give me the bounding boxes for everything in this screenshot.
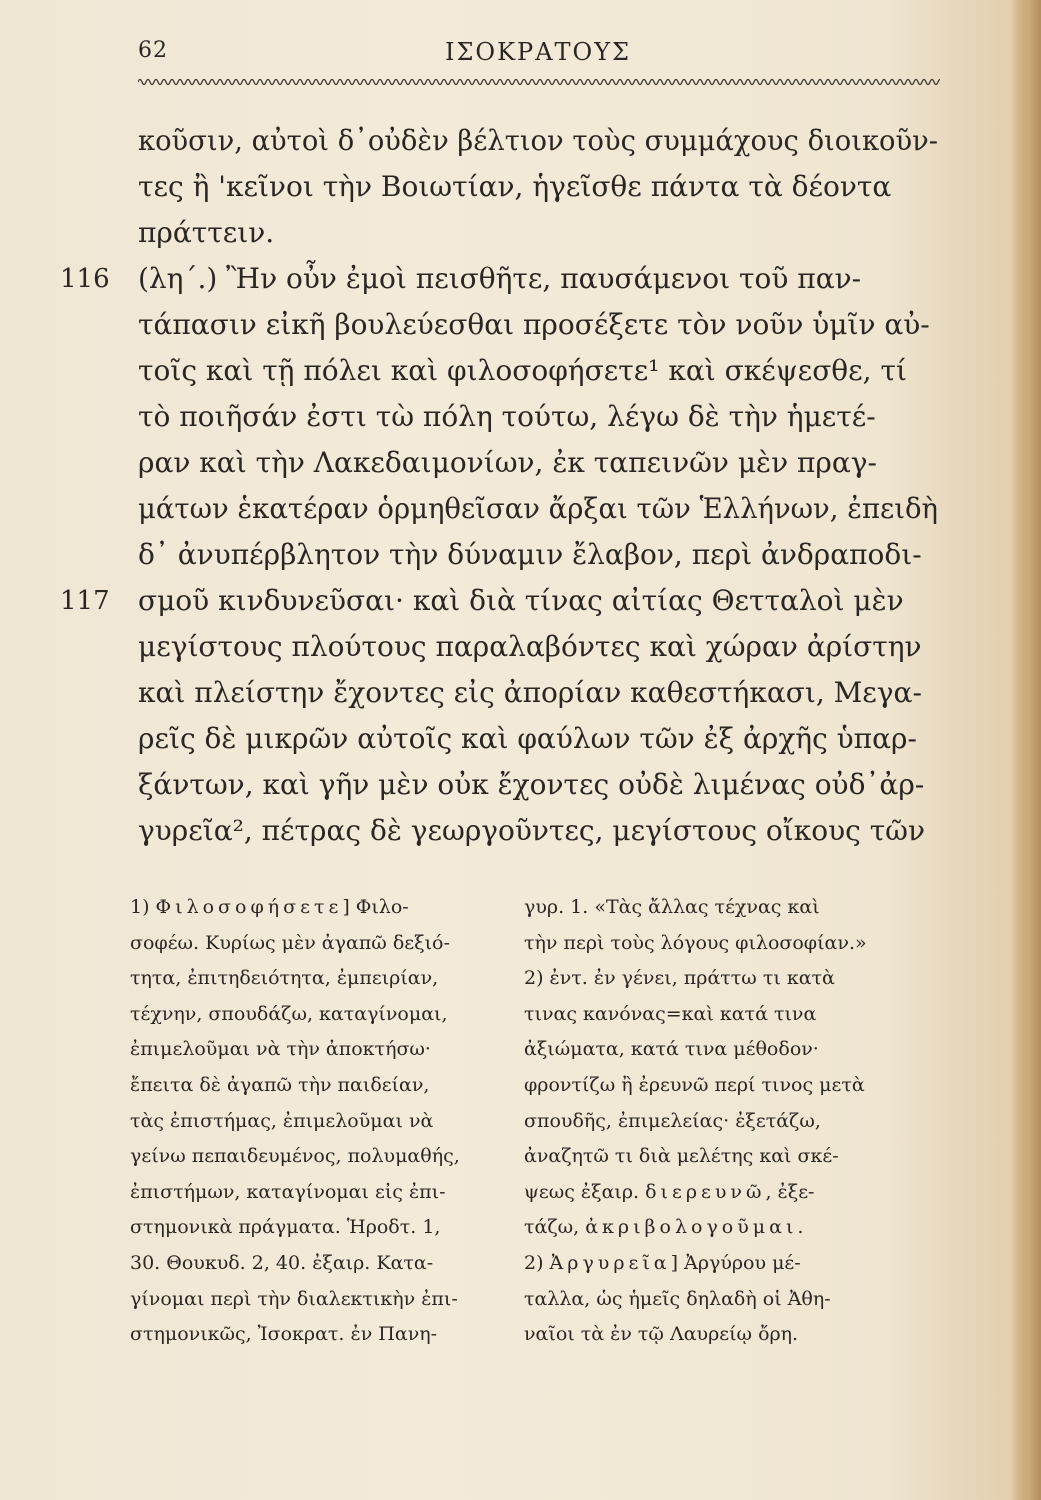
footnotes-right-column [524,890,942,1353]
footnote-lead: τέχνην, σπουδάζω, καταγίνομαι, [130,1002,448,1025]
footnote-line [524,1068,942,1104]
text-line [60,256,938,302]
footnote-lead: ναῖοι τὰ ἐν τῷ Λαυρείῳ ὄρη. [524,1323,799,1346]
footnote-rest: ] Φιλο- [342,896,409,918]
footnote-lead: τινας κανόνας=καὶ κατά τινα [524,1002,817,1025]
text-line [138,808,938,854]
footnote-line [130,1068,506,1104]
text-line [138,486,938,532]
footnote-line [524,1104,942,1140]
footnote-line [130,1139,506,1175]
footnote-line [130,1246,506,1282]
main-text [60,118,938,854]
text-line [138,394,938,440]
footnote-lead: 2) ἐντ. ἐν γένει, πράττω τι κατὰ [524,967,835,990]
footnote-line [130,1032,506,1068]
footnote-spaced: Φιλοσοφήσετε [155,896,343,918]
footnote-lead: τητα, ἐπιτηδειότητα, ἐμπειρίαν, [130,967,439,990]
footnote-line [130,961,506,997]
footnote-lead: γείνω πεπαιδευμένος, πολυμαθής, [130,1145,460,1168]
footnote-spaced: Ἀργυρεῖα [549,1251,671,1274]
footnote-lead: ἐπιμελοῦμαι νὰ τὴν ἀποκτήσω· [130,1038,431,1061]
footnotes [130,890,942,1370]
footnote-lead: στημονικῶς, Ἰσοκρατ. ἐν Πανη- [130,1323,438,1346]
line-text: κοῦσιν, αὐτοὶ δ᾽οὐδὲν βέλτιον τοὺς συμμάχους διοικοῦν- [138,124,938,157]
text-line [138,624,938,670]
text-line [138,118,938,164]
line-text: μεγίστους πλούτους παραλαβόντες καὶ χώραν ἀρίστην [138,630,922,663]
footnote-lead: σοφέω. Κυρίως μὲν ἀγαπῶ δεξιό- [130,931,450,954]
line-text: ραν καὶ τὴν Λακεδαιμονίων, ἐκ ταπεινῶν μὲν πραγ- [138,446,877,479]
text-line [138,348,938,394]
line-text: τες ἢ 'κεῖνοι τὴν Βοιωτίαν, ἡγεῖσθε πάντα τὰ δέοντα [138,170,892,203]
footnote-line [524,1175,942,1211]
footnote-line [524,1032,942,1068]
footnote-line [130,1282,506,1318]
footnote-lead: τάζω, [524,1216,586,1239]
line-text: ξάντων, καὶ γῆν μὲν οὐκ ἔχοντες οὐδὲ λιμένας οὐδ᾽ἀρ- [138,768,925,801]
footnote-lead: ἀναζητῶ τι διὰ μελέτης καὶ σκέ- [524,1145,839,1168]
footnote-line [130,1175,506,1211]
page-edge [1011,0,1041,1500]
footnote-line [524,890,942,926]
footnote-line [130,890,506,926]
text-line [138,762,938,808]
footnote-line [524,997,942,1033]
footnote-lead: ἐπιστήμων, καταγίνομαι εἰς ἐπι- [130,1180,446,1203]
footnote-lead: τὰς ἐπιστήμας, ἐπιμελοῦμαι νὰ [130,1109,434,1132]
footnote-rest: , ἐξε- [765,1180,815,1203]
footnote-line [524,1139,942,1175]
footnote-lead: στημονικὰ πράγματα. Ἡροδτ. 1, [130,1216,441,1239]
footnote-line [130,1104,506,1140]
text-line [138,532,938,578]
footnote-line [524,1246,942,1282]
line-text: δ᾽ ἀνυπέρβλητον τὴν δύναμιν ἔλαβον, περὶ ἀνδραποδι- [138,538,922,571]
footnote-lead: ταλλα, ὡς ἡμεῖς δηλαδὴ οἱ Ἀθη- [524,1287,831,1310]
footnote-rest: . [797,1216,804,1239]
line-text: τὸ ποιῆσάν ἐστι τὼ πόλη τούτω, λέγω δὲ τὴν ἡμετέ- [138,400,876,433]
line-text: μάτων ἑκατέραν ὁρμηθεῖσαν ἄρξαι τῶν Ἑλλήνων, ἐπειδὴ [138,492,938,525]
footnote-lead: ψεως ἐξαιρ. [524,1180,646,1203]
line-text: ρεῖς δὲ μικρῶν αὐτοῖς καὶ φαύλων τῶν ἐξ ἀρχῆς ὑπαρ- [138,722,917,755]
footnote-line [130,1317,506,1353]
footnote-lead: ἀξιώματα, κατά τινα μέθοδον· [524,1038,819,1061]
text-line [60,578,938,624]
footnote-lead: 30. Θουκυδ. 2, 40. ἐξαιρ. Κατα- [130,1251,434,1274]
footnote-line [130,997,506,1033]
wavy-rule [138,76,940,88]
footnote-spaced: διερευνῶ [645,1180,766,1203]
footnote-lead: 2) [524,1251,550,1274]
footnote-line [524,1210,942,1246]
page-number: 62 [138,38,168,63]
line-text: γυρεῖα², πέτρας δὲ γεωργοῦντες, μεγίστους οἴκους τῶν [138,814,926,847]
text-line [138,440,938,486]
footnote-line [524,1317,942,1353]
footnote-line [524,926,942,962]
page-header [138,38,938,78]
footnote-lead: τὴν περὶ τοὺς λόγους φιλοσοφίαν.» [524,931,867,954]
footnote-lead: σπουδῆς, ἐπιμελείας· ἐξετάζω, [524,1109,821,1132]
section-number: 116 [60,264,110,294]
footnote-lead: ἔπειτα δὲ ἀγαπῶ τὴν παιδείαν, [130,1073,430,1096]
footnote-lead: γυρ. 1. «Τὰς ἄλλας τέχνας καὶ [524,896,820,918]
footnote-line [130,926,506,962]
line-text: πράττειν. [138,216,275,249]
line-text: (λη΄.) Ἢν οὖν ἐμοὶ πεισθῆτε, παυσάμενοι τοῦ παν- [138,262,862,295]
text-line [138,302,938,348]
running-title: ΙΣΟΚΡΑΤΟΥΣ [444,38,632,66]
footnote-rest: ] Ἀργύρου μέ- [670,1251,801,1274]
section-number: 117 [60,586,110,616]
text-line [138,210,938,256]
text-line [138,716,938,762]
footnote-line [524,961,942,997]
footnote-line [524,1282,942,1318]
footnote-lead: 1) [130,896,156,918]
text-line [138,164,938,210]
line-text: καὶ πλείστην ἔχοντες εἰς ἀπορίαν καθεστήκασι, Μεγα- [138,676,922,709]
footnote-lead: γίνομαι περὶ τὴν διαλεκτικὴν ἐπι- [130,1287,458,1310]
line-text: τάπασιν εἰκῆ βουλεύεσθαι προσέξετε τὸν νοῦν ὑμῖν αὐ- [138,308,930,341]
line-text: τοῖς καὶ τῇ πόλει καὶ φιλοσοφήσετε¹ καὶ σκέψεσθε, τί [138,354,907,387]
footnote-spaced: ἀκριβολογοῦμαι [585,1216,798,1239]
footnotes-left-column [130,890,506,1353]
footnote-lead: φροντίζω ἢ ἐρευνῶ περί τινος μετὰ [524,1073,865,1096]
text-line [138,670,938,716]
footnote-line [130,1210,506,1246]
line-text: σμοῦ κινδυνεῦσαι· καὶ διὰ τίνας αἰτίας Θετταλοὶ μὲν [138,584,904,617]
